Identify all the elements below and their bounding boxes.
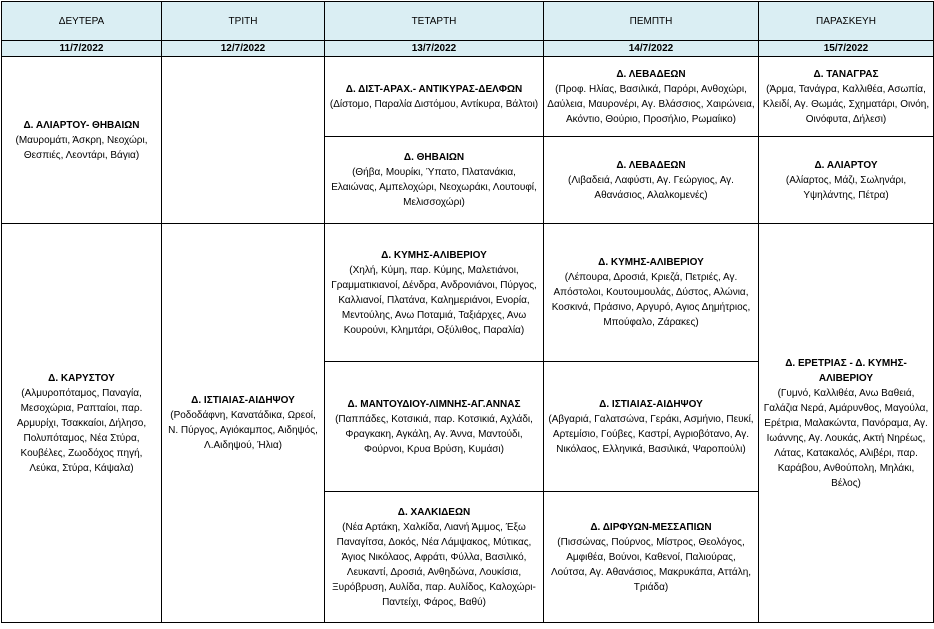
day-header-monday: ΔΕΥΤΕΡΑ bbox=[2, 2, 162, 41]
thursday-block-2 bbox=[544, 137, 759, 224]
day-header-wednesday: ΤΕΤΑΡΤΗ bbox=[325, 2, 544, 41]
municipality-title: Δ. ΑΛΙΑΡΤΟΥ- ΘΗΒΑΙΩΝ bbox=[23, 119, 140, 131]
date-thursday: 14/7/2022 bbox=[544, 41, 759, 57]
village-list: (Αβγαριά, Γαλατσώνα, Γεράκι, Ασμήνιο, Πευκί, Αρτεμίσιο, Γούβες, Καστρί, Αγριοβότανο, Αγ. Νικόλαος, Ελληνικά, Βασιλικά, Ψαροπούλι) bbox=[548, 413, 754, 455]
municipality-title: Δ. ΕΡΕΤΡΙΑΣ - Δ. ΚΥΜΗΣ-ΑΛΙΒΕΡΙΟΥ bbox=[785, 357, 907, 384]
municipality-title: Δ. ΙΣΤΙΑΙΑΣ-ΑΙΔΗΨΟΥ bbox=[599, 398, 703, 410]
thursday-block-3 bbox=[544, 224, 759, 362]
village-list: (Αλμυροπόταμος, Παναγία, Μεσοχώρια, Ραπταίοι, παρ. Αρμυρίχι, Τσακκαίοι, Δήλησο, Πολυπόταμος, Νέα Στύρα, Κουβέλες, Ζωοδόχος πηγή, Λεύκα, Στύρα, Κάψαλα) bbox=[16, 387, 147, 474]
village-list: (Γυμνό, Καλλιθέα, Ανω Βαθειά, Γαλάζια Νερά, Αμάρυνθος, Μαγούλα, Ερέτρια, Μαλακώντα, Πανόραμα, Αγ. Ιωάννης, Αγ. Λουκάς, Ακτή Νηρέως, Λάτας, Κατακαλός, Αλιβέρι, παρ. Καράβου, Ανθούπολη, Μηλάκι, Βέλος) bbox=[763, 387, 929, 489]
municipality-title: Δ. ΛΕΒΑΔΕΩΝ bbox=[616, 159, 686, 171]
village-list: (Παππάδες, Κοτσικιά, παρ. Κοτσικιά, Αχλάδι, Φραγκακη, Αγκάλη, Αγ. Άννα, Μαντούδι, Φούρνοι, Κρυα Βρύση, Κυμάσι) bbox=[335, 413, 533, 455]
municipality-title: Δ. ΚΥΜΗΣ-ΑΛΙΒΕΡΙΟΥ bbox=[381, 249, 487, 261]
village-list: (Λιβαδειά, Λαφύστι, Αγ. Γεώργιος, Αγ. Αθανάσιος, Αλαλκομενές) bbox=[568, 174, 734, 201]
friday-block-3 bbox=[759, 224, 934, 623]
wednesday-block-4 bbox=[325, 362, 544, 492]
day-header-friday: ΠΑΡΑΣΚΕΥΗ bbox=[759, 2, 934, 41]
municipality-title: Δ. ΔΙΡΦΥΩΝ-ΜΕΣΣΑΠΙΩΝ bbox=[590, 521, 712, 533]
village-list: (Χηλή, Κύμη, παρ. Κύμης, Μαλετιάνοι, Γραμματικιανοί, Δένδρα, Ανδρονιάνοι, Πύργος, Καλλιανοί, Πλατάνα, Καλημεριάνοι, Ενορία, Μεντούλης, Ανω Ποταμιά, Ταξιάρχες, Ανω Κουρούνι, Κλημτάρι, Οξύλιθος, Παραλία) bbox=[331, 264, 537, 336]
wednesday-block-3 bbox=[325, 224, 544, 362]
day-header-row bbox=[2, 2, 934, 41]
village-list: (Πισσώνας, Πούρνος, Μίστρος, Θεολόγος, Αμφιθέα, Βούνοι, Καθενοί, Παλιούρας, Λούτσα, Αγ. Αθανάσιος, Μακρυκάπα, Αττάλη, Τριάδα) bbox=[550, 536, 752, 593]
village-list: (Λέπουρα, Δροσιά, Κριεζά, Πετριές, Αγ. Απόστολοι, Κουτουμουλάς, Δύστος, Αλώνια, Κοσκινά, Πράσινο, Αργυρό, Αγιος Δημήτριος, Μπούφαλο, Ζάρακες) bbox=[551, 272, 751, 328]
monday-block-2 bbox=[2, 224, 162, 623]
tuesday-block-1 bbox=[162, 224, 325, 623]
municipality-title: Δ. ΑΛΙΑΡΤΟΥ bbox=[814, 159, 878, 171]
municipality-title: Δ. ΔΙΣΤ-ΑΡΑΧ.- ΑΝΤΙΚΥΡΑΣ-ΔΕΛΦΩΝ bbox=[345, 83, 523, 95]
day-header-tuesday: ΤΡΙΤΗ bbox=[162, 2, 325, 41]
date-friday: 15/7/2022 bbox=[759, 41, 934, 57]
date-monday: 11/7/2022 bbox=[2, 41, 162, 57]
thursday-block-4 bbox=[544, 362, 759, 492]
monday-block-1 bbox=[2, 57, 162, 224]
municipality-title: Δ. ΛΕΒΑΔΕΩΝ bbox=[616, 68, 686, 80]
thursday-block-5 bbox=[544, 492, 759, 623]
wednesday-block-1 bbox=[325, 57, 544, 137]
date-tuesday: 12/7/2022 bbox=[162, 41, 325, 57]
wednesday-block-5 bbox=[325, 492, 544, 623]
friday-block-1 bbox=[759, 57, 934, 137]
municipality-title: Δ. ΚΥΜΗΣ-ΑΛΙΒΕΡΙΟΥ bbox=[598, 257, 704, 268]
friday-block-2 bbox=[759, 137, 934, 224]
village-list: (Δίστομο, Παραλία Διστόμου, Αντίκυρα, Βάλτοι) bbox=[329, 98, 539, 110]
village-list: (Προφ. Ηλίας, Βασιλικά, Παρόρι, Ανθοχώρι, Δαύλεια, Μαυρονέρι, Αγ. Βλάσσιος, Χαιρώνεια, Ακόντιο, Θούριο, Προσήλιο, Ρωμαίικο) bbox=[547, 83, 755, 125]
municipality-title: Δ. ΤΑΝΑΓΡΑΣ bbox=[813, 68, 879, 80]
village-list: (Νέα Αρτάκη, Χαλκίδα, Λιανή Άμμος, Έξω Παναγίτσα, Δοκός, Νέα Λάμψακος, Μύτικας, Άγιος Νικόλαος, Αφράτι, Φύλλα, Βασιλικό, Λευκαντί, Δροσιά, Ανθηδώνα, Λουκίσια, Ξυρόβρυση, Αυλίδα, παρ. Αυλίδος, Καλοχώρι-Παντείχι, Φάρος, Βαθύ) bbox=[332, 521, 536, 608]
village-list: (Μαυρομάτι, Άσκρη, Νεοχώρι, Θεσπιές, Λεοντάρι, Βάγια) bbox=[15, 134, 148, 161]
wednesday-block-2 bbox=[325, 137, 544, 224]
municipality-title: Δ. ΘΗΒΑΙΩΝ bbox=[403, 152, 465, 163]
village-list: (Θήβα, Μουρίκι, Ύπατο, Πλατανάκια, Ελαιώνας, Αμπελοχώρι, Νεοχωράκι, Λουτουφί, Μελισσοχώρι) bbox=[331, 167, 537, 208]
village-list: (Αλίαρτος, Μάζι, Σωληνάρι, Υψηλάντης, Πέτρα) bbox=[785, 174, 907, 201]
date-wednesday: 13/7/2022 bbox=[325, 41, 544, 57]
municipality-title: Δ. ΧΑΛΚΙΔΕΩΝ bbox=[397, 506, 471, 518]
tuesday-empty-cell bbox=[162, 57, 325, 224]
municipality-title: Δ. ΙΣΤΙΑΙΑΣ-ΑΙΔΗΨΟΥ bbox=[191, 395, 295, 406]
date-row bbox=[2, 41, 934, 57]
thursday-block-1 bbox=[544, 57, 759, 137]
municipality-title: Δ. ΚΑΡΥΣΤΟΥ bbox=[48, 372, 115, 384]
village-list: (Ροδοδάφνη, Κανατάδικα, Ωρεοί, Ν. Πύργος, Αγιόκαμπος, Αιδηψός, Λ.Αιδηψού, Ήλια) bbox=[168, 410, 318, 451]
municipality-title: Δ. ΜΑΝΤΟΥΔΙΟΥ-ΛΙΜΝΗΣ-ΑΓ.ΑΝΝΑΣ bbox=[347, 398, 521, 410]
village-list: (Άρμα, Τανάγρα, Καλλιθέα, Ασωπία, Κλειδί, Αγ. Θωμάς, Σχηματάρι, Οινόη, Οινόφυτα, Δήλεσι) bbox=[762, 83, 930, 125]
day-header-thursday: ΠΕΜΠΤΗ bbox=[544, 2, 759, 41]
schedule-table bbox=[1, 1, 934, 623]
